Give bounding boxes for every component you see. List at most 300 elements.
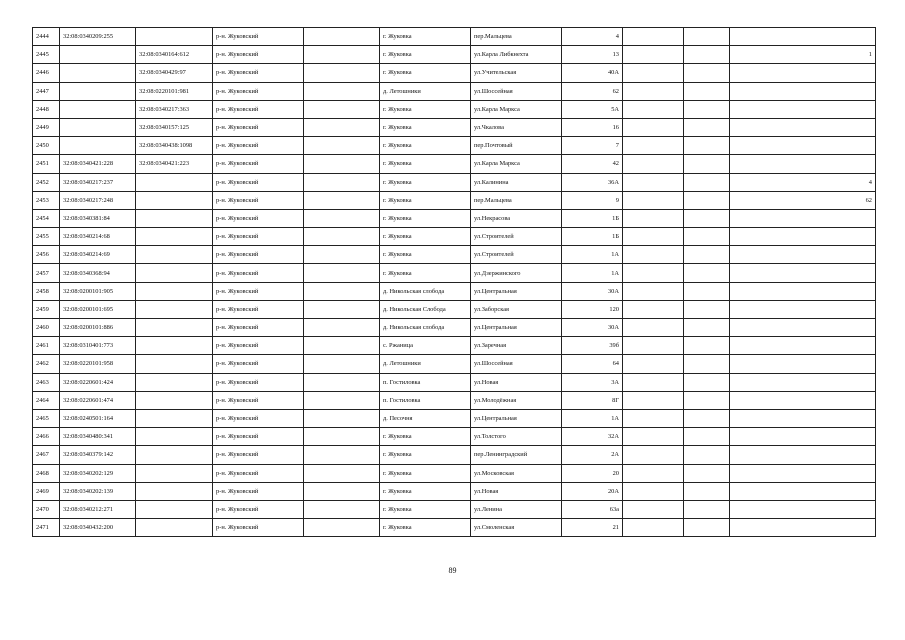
house-number-cell: 4 [562, 28, 623, 46]
row-number-cell: 2446 [33, 64, 60, 82]
cadastral-number-cell: 32:08:0310401:773 [60, 337, 136, 355]
cadastral-number-secondary-cell: 32:08:0220101:981 [136, 82, 213, 100]
table-row [33, 337, 876, 355]
cadastral-number-secondary-cell [136, 373, 213, 391]
column-5-cell [304, 137, 380, 155]
column-10-cell [684, 319, 730, 337]
column-5-cell [304, 428, 380, 446]
column-9-cell [623, 209, 684, 227]
column-10-cell [684, 409, 730, 427]
cadastral-number-cell: 32:08:0340381:84 [60, 209, 136, 227]
column-11-cell [730, 319, 876, 337]
column-11-cell: 62 [730, 191, 876, 209]
column-5-cell [304, 246, 380, 264]
column-11-cell [730, 155, 876, 173]
house-number-cell: 1А [562, 264, 623, 282]
cadastral-number-secondary-cell [136, 191, 213, 209]
table-row [33, 373, 876, 391]
table-row [33, 46, 876, 64]
locality-cell: г. Жуковка [380, 118, 471, 136]
column-5-cell [304, 464, 380, 482]
row-number-cell: 2460 [33, 319, 60, 337]
column-5-cell [304, 337, 380, 355]
table-row [33, 482, 876, 500]
street-cell: ул.Карла Маркса [471, 100, 562, 118]
column-10-cell [684, 28, 730, 46]
row-number-cell: 2454 [33, 209, 60, 227]
house-number-cell: 39б [562, 337, 623, 355]
column-11-cell [730, 100, 876, 118]
column-10-cell [684, 191, 730, 209]
column-9-cell [623, 64, 684, 82]
row-number-cell: 2466 [33, 428, 60, 446]
cadastral-number-secondary-cell: 32:08:0340157:125 [136, 118, 213, 136]
column-9-cell [623, 355, 684, 373]
cadastral-number-cell: 32:08:0340202:139 [60, 482, 136, 500]
table-row [33, 82, 876, 100]
cadastral-number-cell: 32:08:0240501:164 [60, 409, 136, 427]
district-cell: р-н. Жуковский [213, 428, 304, 446]
column-5-cell [304, 173, 380, 191]
locality-cell: г. Жуковка [380, 519, 471, 537]
column-5-cell [304, 300, 380, 318]
table-row [33, 118, 876, 136]
table-row [33, 246, 876, 264]
cadastral-number-cell: 32:08:0340212:271 [60, 500, 136, 518]
street-cell: ул.Шоссейная [471, 355, 562, 373]
table-row [33, 137, 876, 155]
cadastral-number-cell: 32:08:0340421:228 [60, 155, 136, 173]
row-number-cell: 2451 [33, 155, 60, 173]
street-cell: ул.Новая [471, 482, 562, 500]
district-cell: р-н. Жуковский [213, 46, 304, 64]
district-cell: р-н. Жуковский [213, 173, 304, 191]
table-row [33, 64, 876, 82]
locality-cell: г. Жуковка [380, 64, 471, 82]
column-9-cell [623, 46, 684, 64]
row-number-cell: 2444 [33, 28, 60, 46]
cadastral-number-secondary-cell [136, 28, 213, 46]
street-cell: пер.Почтовый [471, 137, 562, 155]
column-9-cell [623, 482, 684, 500]
street-cell: ул.Дзержинского [471, 264, 562, 282]
locality-cell: д. Никольская слобода [380, 282, 471, 300]
house-number-cell: 7 [562, 137, 623, 155]
column-11-cell [730, 64, 876, 82]
cadastral-number-secondary-cell [136, 282, 213, 300]
district-cell: р-н. Жуковский [213, 464, 304, 482]
column-11-cell [730, 246, 876, 264]
cadastral-number-secondary-cell [136, 246, 213, 264]
street-cell: пер.Мальцева [471, 28, 562, 46]
cadastral-number-secondary-cell [136, 355, 213, 373]
row-number-cell: 2470 [33, 500, 60, 518]
locality-cell: д. Песочня [380, 409, 471, 427]
column-5-cell [304, 500, 380, 518]
street-cell: ул.Учительская [471, 64, 562, 82]
district-cell: р-н. Жуковский [213, 519, 304, 537]
table-row [33, 264, 876, 282]
column-11-cell [730, 137, 876, 155]
locality-cell: г. Жуковка [380, 464, 471, 482]
district-cell: р-н. Жуковский [213, 482, 304, 500]
column-10-cell [684, 428, 730, 446]
column-9-cell [623, 446, 684, 464]
table-row [33, 446, 876, 464]
column-10-cell [684, 173, 730, 191]
locality-cell: д. Летошники [380, 355, 471, 373]
street-cell: ул.Центральная [471, 409, 562, 427]
table-row [33, 28, 876, 46]
street-cell: ул.Шоссейная [471, 82, 562, 100]
locality-cell: г. Жуковка [380, 209, 471, 227]
row-number-cell: 2452 [33, 173, 60, 191]
column-5-cell [304, 209, 380, 227]
cadastral-number-secondary-cell [136, 500, 213, 518]
table-row [33, 519, 876, 537]
cadastral-number-cell: 32:08:0340432:200 [60, 519, 136, 537]
locality-cell: г. Жуковка [380, 28, 471, 46]
cadastral-number-cell [60, 118, 136, 136]
column-9-cell [623, 28, 684, 46]
street-cell: ул.Смоленская [471, 519, 562, 537]
street-cell: ул.Карла Либкнехта [471, 46, 562, 64]
column-9-cell [623, 118, 684, 136]
house-number-cell: 1Б [562, 228, 623, 246]
district-cell: р-н. Жуковский [213, 100, 304, 118]
locality-cell: г. Жуковка [380, 46, 471, 64]
cadastral-number-cell: 32:08:0340214:68 [60, 228, 136, 246]
cadastral-number-secondary-cell: 32:08:0340429:97 [136, 64, 213, 82]
locality-cell: г. Жуковка [380, 137, 471, 155]
column-10-cell [684, 155, 730, 173]
house-number-cell: 62 [562, 82, 623, 100]
table-row [33, 319, 876, 337]
column-9-cell [623, 264, 684, 282]
district-cell: р-н. Жуковский [213, 337, 304, 355]
house-number-cell: 20 [562, 464, 623, 482]
house-number-cell: 16 [562, 118, 623, 136]
column-11-cell [730, 446, 876, 464]
column-10-cell [684, 300, 730, 318]
column-10-cell [684, 519, 730, 537]
cadastral-number-cell: 32:08:0340214:69 [60, 246, 136, 264]
cadastral-number-cell: 32:08:0340217:248 [60, 191, 136, 209]
column-11-cell [730, 482, 876, 500]
cadastral-number-cell: 32:08:0340202:129 [60, 464, 136, 482]
column-11-cell: 4 [730, 173, 876, 191]
district-cell: р-н. Жуковский [213, 300, 304, 318]
house-number-cell: 1А [562, 409, 623, 427]
cadastral-number-cell [60, 137, 136, 155]
cadastral-number-cell: 32:08:0220601:474 [60, 391, 136, 409]
house-number-cell: 42 [562, 155, 623, 173]
row-number-cell: 2468 [33, 464, 60, 482]
property-table [32, 27, 876, 537]
district-cell: р-н. Жуковский [213, 228, 304, 246]
row-number-cell: 2469 [33, 482, 60, 500]
column-11-cell [730, 519, 876, 537]
district-cell: р-н. Жуковский [213, 373, 304, 391]
house-number-cell: 5А [562, 100, 623, 118]
row-number-cell: 2447 [33, 82, 60, 100]
table-row [33, 191, 876, 209]
column-9-cell [623, 373, 684, 391]
cadastral-number-cell: 32:08:0340480:341 [60, 428, 136, 446]
column-10-cell [684, 391, 730, 409]
column-10-cell [684, 118, 730, 136]
street-cell: ул.Центральная [471, 282, 562, 300]
table-row [33, 500, 876, 518]
table-row [33, 300, 876, 318]
street-cell: ул.Молодёжная [471, 391, 562, 409]
column-9-cell [623, 228, 684, 246]
cadastral-number-cell: 32:08:0200101:905 [60, 282, 136, 300]
locality-cell: г. Жуковка [380, 246, 471, 264]
street-cell: ул.Ленина [471, 500, 562, 518]
column-5-cell [304, 28, 380, 46]
column-5-cell [304, 355, 380, 373]
table-body [33, 28, 876, 537]
table-row [33, 464, 876, 482]
column-5-cell [304, 519, 380, 537]
column-9-cell [623, 519, 684, 537]
column-10-cell [684, 373, 730, 391]
cadastral-number-cell: 32:08:0200101:695 [60, 300, 136, 318]
column-10-cell [684, 282, 730, 300]
locality-cell: г. Жуковка [380, 191, 471, 209]
column-9-cell [623, 500, 684, 518]
column-5-cell [304, 391, 380, 409]
column-10-cell [684, 46, 730, 64]
street-cell: ул.Калинина [471, 173, 562, 191]
house-number-cell: 63а [562, 500, 623, 518]
table-row [33, 409, 876, 427]
street-cell: ул.Некрасова [471, 209, 562, 227]
table-row [33, 100, 876, 118]
cadastral-number-cell: 32:08:0340368:94 [60, 264, 136, 282]
column-9-cell [623, 300, 684, 318]
locality-cell: д. Летошники [380, 82, 471, 100]
house-number-cell: 64 [562, 355, 623, 373]
cadastral-number-cell: 32:08:0220101:958 [60, 355, 136, 373]
locality-cell: г. Жуковка [380, 173, 471, 191]
table-row [33, 228, 876, 246]
locality-cell: с. Ржаница [380, 337, 471, 355]
column-10-cell [684, 337, 730, 355]
cadastral-number-cell [60, 82, 136, 100]
column-5-cell [304, 82, 380, 100]
cadastral-number-secondary-cell [136, 446, 213, 464]
cadastral-number-cell [60, 100, 136, 118]
cadastral-number-secondary-cell [136, 409, 213, 427]
column-5-cell [304, 409, 380, 427]
house-number-cell: 120 [562, 300, 623, 318]
district-cell: р-н. Жуковский [213, 82, 304, 100]
street-cell: ул.Центральная [471, 319, 562, 337]
house-number-cell: 40А [562, 64, 623, 82]
district-cell: р-н. Жуковский [213, 391, 304, 409]
column-10-cell [684, 228, 730, 246]
district-cell: р-н. Жуковский [213, 191, 304, 209]
row-number-cell: 2453 [33, 191, 60, 209]
house-number-cell: 1А [562, 246, 623, 264]
cadastral-number-cell [60, 46, 136, 64]
column-9-cell [623, 319, 684, 337]
house-number-cell: 13 [562, 46, 623, 64]
column-9-cell [623, 82, 684, 100]
locality-cell: д. Никольская Слобода [380, 300, 471, 318]
district-cell: р-н. Жуковский [213, 264, 304, 282]
cadastral-number-cell: 32:08:0340209:255 [60, 28, 136, 46]
column-10-cell [684, 464, 730, 482]
column-11-cell [730, 464, 876, 482]
column-5-cell [304, 46, 380, 64]
column-9-cell [623, 409, 684, 427]
row-number-cell: 2461 [33, 337, 60, 355]
cadastral-number-secondary-cell [136, 464, 213, 482]
house-number-cell: 20А [562, 482, 623, 500]
column-10-cell [684, 246, 730, 264]
column-5-cell [304, 118, 380, 136]
locality-cell: г. Жуковка [380, 228, 471, 246]
column-10-cell [684, 482, 730, 500]
column-9-cell [623, 246, 684, 264]
district-cell: р-н. Жуковский [213, 500, 304, 518]
document-sheet [32, 27, 876, 537]
locality-cell: г. Жуковка [380, 446, 471, 464]
column-10-cell [684, 209, 730, 227]
street-cell: ул.Карла Маркса [471, 155, 562, 173]
house-number-cell: 30А [562, 319, 623, 337]
locality-cell: г. Жуковка [380, 500, 471, 518]
cadastral-number-secondary-cell [136, 264, 213, 282]
house-number-cell: 9 [562, 191, 623, 209]
column-5-cell [304, 264, 380, 282]
house-number-cell: 1Б [562, 209, 623, 227]
column-9-cell [623, 100, 684, 118]
column-5-cell [304, 64, 380, 82]
house-number-cell: 30А [562, 282, 623, 300]
column-9-cell [623, 155, 684, 173]
column-10-cell [684, 446, 730, 464]
locality-cell: г. Жуковка [380, 264, 471, 282]
house-number-cell: 2А [562, 446, 623, 464]
column-11-cell [730, 428, 876, 446]
table-row [33, 428, 876, 446]
district-cell: р-н. Жуковский [213, 409, 304, 427]
cadastral-number-secondary-cell [136, 173, 213, 191]
column-11-cell [730, 118, 876, 136]
locality-cell: п. Гостиловка [380, 373, 471, 391]
column-5-cell [304, 446, 380, 464]
row-number-cell: 2464 [33, 391, 60, 409]
street-cell: ул.Строителей [471, 246, 562, 264]
column-11-cell [730, 337, 876, 355]
column-10-cell [684, 100, 730, 118]
cadastral-number-secondary-cell: 32:08:0340421:223 [136, 155, 213, 173]
row-number-cell: 2467 [33, 446, 60, 464]
district-cell: р-н. Жуковский [213, 246, 304, 264]
locality-cell: г. Жуковка [380, 428, 471, 446]
column-5-cell [304, 191, 380, 209]
column-5-cell [304, 100, 380, 118]
row-number-cell: 2457 [33, 264, 60, 282]
row-number-cell: 2455 [33, 228, 60, 246]
street-cell: ул.Заборская [471, 300, 562, 318]
column-5-cell [304, 319, 380, 337]
cadastral-number-secondary-cell [136, 228, 213, 246]
district-cell: р-н. Жуковский [213, 137, 304, 155]
row-number-cell: 2456 [33, 246, 60, 264]
locality-cell: г. Жуковка [380, 100, 471, 118]
cadastral-number-cell: 32:08:0340217:237 [60, 173, 136, 191]
district-cell: р-н. Жуковский [213, 319, 304, 337]
row-number-cell: 2462 [33, 355, 60, 373]
column-5-cell [304, 155, 380, 173]
column-11-cell [730, 264, 876, 282]
district-cell: р-н. Жуковский [213, 64, 304, 82]
district-cell: р-н. Жуковский [213, 355, 304, 373]
district-cell: р-н. Жуковский [213, 446, 304, 464]
cadastral-number-cell [60, 64, 136, 82]
page-number: 89 [448, 566, 457, 575]
table-row [33, 173, 876, 191]
street-cell: ул.Заречная [471, 337, 562, 355]
cadastral-number-secondary-cell: 32:08:0340164:612 [136, 46, 213, 64]
table-row [33, 209, 876, 227]
column-11-cell [730, 300, 876, 318]
house-number-cell: 32А [562, 428, 623, 446]
district-cell: р-н. Жуковский [213, 282, 304, 300]
cadastral-number-secondary-cell [136, 209, 213, 227]
column-11-cell [730, 28, 876, 46]
column-9-cell [623, 391, 684, 409]
column-9-cell [623, 337, 684, 355]
locality-cell: г. Жуковка [380, 482, 471, 500]
table-row [33, 282, 876, 300]
cadastral-number-secondary-cell [136, 319, 213, 337]
column-9-cell [623, 282, 684, 300]
house-number-cell: 36А [562, 173, 623, 191]
district-cell: р-н. Жуковский [213, 155, 304, 173]
house-number-cell: 3А [562, 373, 623, 391]
cadastral-number-secondary-cell: 32:08:0340217:363 [136, 100, 213, 118]
cadastral-number-secondary-cell [136, 337, 213, 355]
street-cell: ул.Толстого [471, 428, 562, 446]
row-number-cell: 2471 [33, 519, 60, 537]
column-10-cell [684, 264, 730, 282]
column-10-cell [684, 64, 730, 82]
street-cell: ул.Чкалова [471, 118, 562, 136]
cadastral-number-secondary-cell [136, 300, 213, 318]
cadastral-number-secondary-cell [136, 391, 213, 409]
column-11-cell [730, 82, 876, 100]
column-9-cell [623, 191, 684, 209]
column-11-cell: 1 [730, 46, 876, 64]
cadastral-number-secondary-cell [136, 519, 213, 537]
column-11-cell [730, 500, 876, 518]
row-number-cell: 2450 [33, 137, 60, 155]
column-9-cell [623, 173, 684, 191]
row-number-cell: 2448 [33, 100, 60, 118]
column-5-cell [304, 282, 380, 300]
cadastral-number-cell: 32:08:0220601:424 [60, 373, 136, 391]
column-11-cell [730, 282, 876, 300]
district-cell: р-н. Жуковский [213, 28, 304, 46]
table-row [33, 391, 876, 409]
row-number-cell: 2463 [33, 373, 60, 391]
